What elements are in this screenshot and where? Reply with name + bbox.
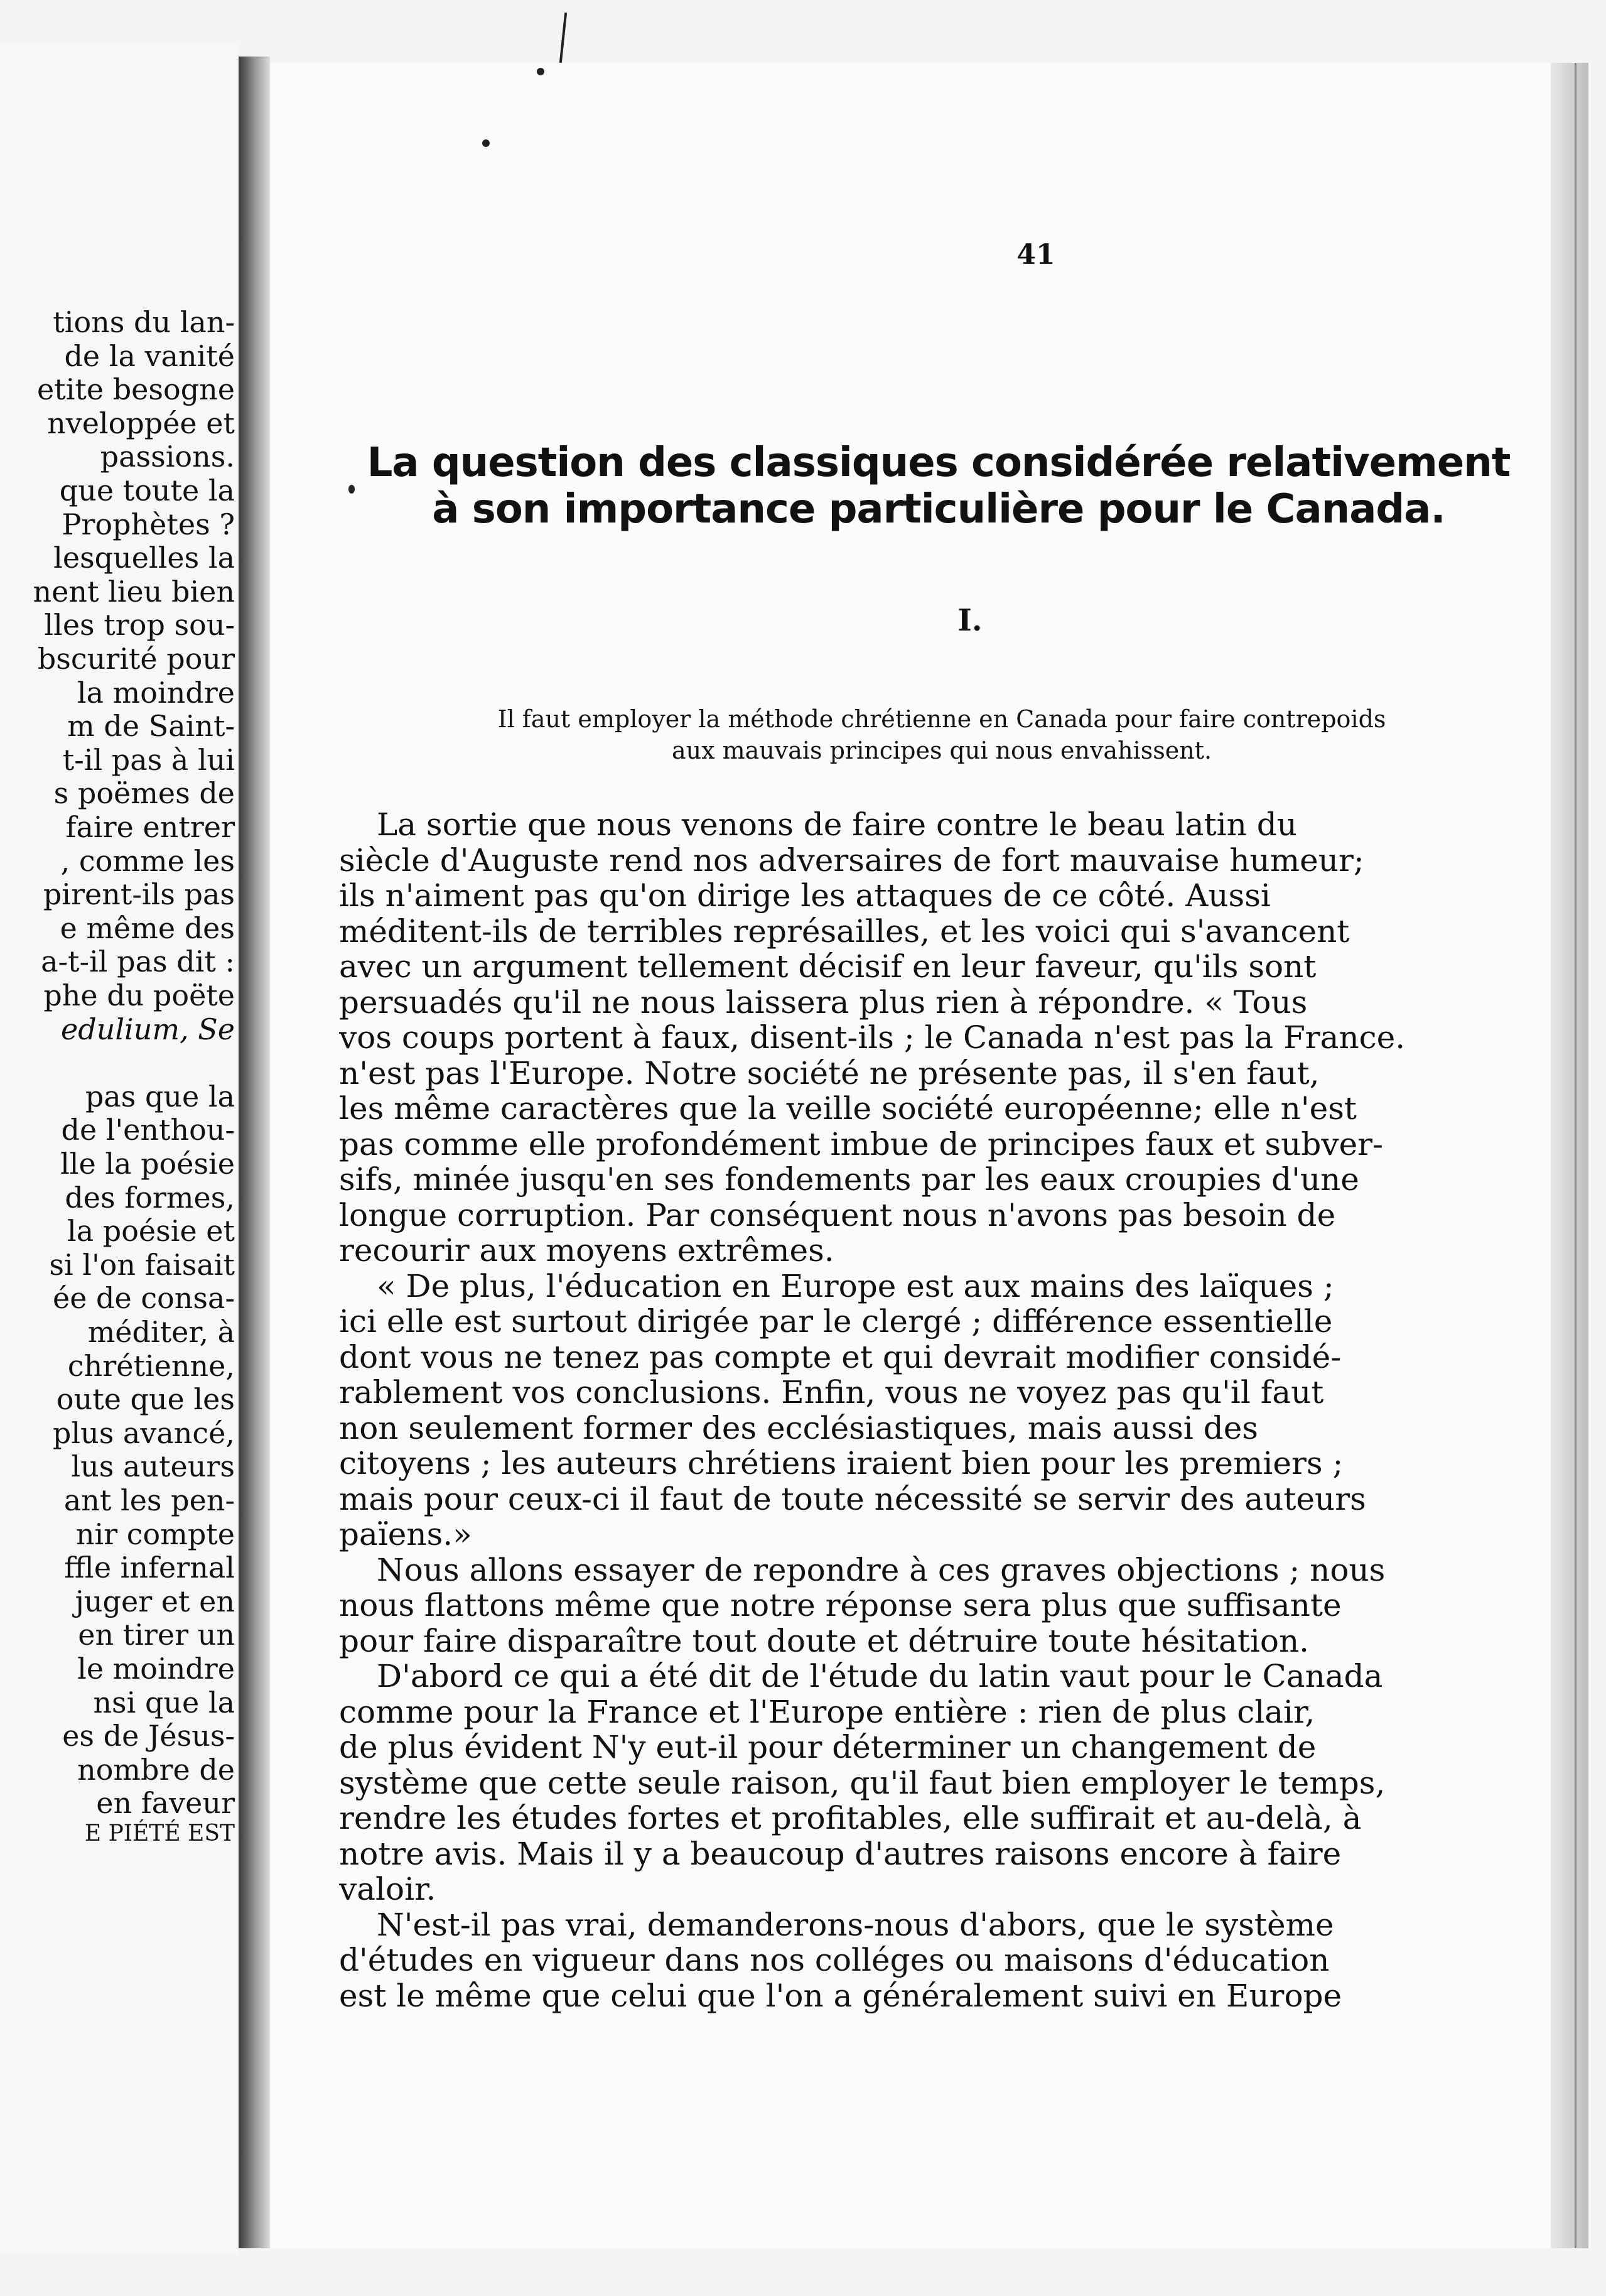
body-line: n'est pas l'Europe. Notre société ne présente pas, il s'en faut, bbox=[339, 1055, 1320, 1091]
body-line: avec un argument tellement décisif en leur faveur, qu'ils sont bbox=[339, 949, 1317, 985]
ink-dot bbox=[348, 485, 355, 494]
previous-page-line: t-il pas à lui bbox=[62, 742, 235, 777]
chapter-title-line-2: à son importance particulière pour le Canada. bbox=[432, 486, 1445, 533]
previous-page-line: nveloppée et bbox=[47, 406, 235, 440]
body-line: comme pour la France et l'Europe entière : rien de plus clair, bbox=[339, 1694, 1315, 1730]
chapter-title-line-1: La question des classiques considérée relativement bbox=[367, 440, 1511, 486]
section-subtitle bbox=[326, 703, 1557, 766]
body-line: les même caractères que la veille société européenne; elle n'est bbox=[339, 1091, 1357, 1127]
previous-page-line: phe du poëte bbox=[43, 978, 235, 1012]
page bbox=[270, 63, 1551, 2248]
previous-page-line: a-t-il pas dit : bbox=[41, 945, 235, 979]
ink-dot bbox=[482, 139, 490, 147]
page-edge bbox=[1551, 63, 1588, 2248]
body-line: dont vous ne tenez pas compte et qui devrait modifier considé- bbox=[339, 1339, 1342, 1375]
body-line: rendre les études fortes et profitables, elle suffirait et au-delà, à bbox=[339, 1801, 1362, 1836]
body-line: Nous allons essayer de repondre à ces graves objections ; nous bbox=[377, 1552, 1386, 1588]
previous-page-line: , comme les bbox=[60, 843, 235, 878]
previous-page-line: des formes, bbox=[65, 1180, 235, 1215]
previous-page-line: nir compte bbox=[75, 1517, 235, 1551]
previous-page-line: le moindre bbox=[77, 1652, 235, 1686]
body-line: sifs, minée jusqu'en ses fondements par les eaux croupies d'une bbox=[339, 1162, 1359, 1198]
previous-page-line: la moindre bbox=[77, 675, 235, 710]
body-line: mais pour ceux-ci il faut de toute nécessité se servir des auteurs bbox=[339, 1481, 1366, 1517]
previous-page-line: ffle infernal bbox=[64, 1551, 235, 1585]
previous-page-line: s poëmes de bbox=[53, 776, 235, 811]
previous-page-line: m de Saint- bbox=[67, 709, 235, 744]
previous-page-line: la poésie et bbox=[67, 1214, 235, 1248]
body-line: méditent-ils de terribles représailles, et les voici qui s'avancent bbox=[339, 913, 1350, 949]
body-line: persuadés qu'il ne nous laissera plus rien à répondre. « Tous bbox=[339, 984, 1308, 1020]
previous-page-line: en faveur bbox=[96, 1786, 235, 1821]
body-line: pas comme elle profondément imbue de principes faux et subver- bbox=[339, 1126, 1383, 1162]
body-line: vos coups portent à faux, disent-ils ; le Canada n'est pas la France. bbox=[339, 1020, 1406, 1056]
previous-page-line: nombre de bbox=[77, 1752, 235, 1787]
previous-page-line: pirent-ils pas bbox=[43, 877, 235, 912]
body-line: est le même que celui que l'on a généralement suivi en Europe bbox=[339, 1978, 1342, 2013]
previous-page-line: en tirer un bbox=[78, 1618, 235, 1652]
body-line: La sortie que nous venons de faire contre le beau latin du bbox=[377, 807, 1297, 843]
body-line: valoir. bbox=[339, 1871, 436, 1907]
previous-page-line: lle la poésie bbox=[60, 1147, 235, 1181]
body-line: système que cette seule raison, qu'il faut bien employer le temps, bbox=[339, 1765, 1386, 1801]
previous-page-line: ée de consa- bbox=[52, 1281, 235, 1316]
previous-page-line: lesquelles la bbox=[53, 541, 235, 575]
body-text bbox=[339, 807, 1557, 2013]
previous-page-line: pas que la bbox=[85, 1079, 235, 1113]
previous-page-line: ant les pen- bbox=[63, 1483, 235, 1517]
ink-dot bbox=[537, 68, 544, 75]
page-edge-line bbox=[1575, 63, 1576, 2248]
previous-page-line: nent lieu bien bbox=[33, 574, 235, 609]
body-line: ici elle est surtout dirigée par le clergé ; différence essentielle bbox=[339, 1304, 1333, 1340]
body-line: d'études en vigueur dans nos colléges ou maisons d'éducation bbox=[339, 1942, 1330, 1978]
previous-page-line: etite besogne bbox=[36, 372, 235, 407]
previous-page-line: que toute la bbox=[59, 474, 235, 507]
body-line: notre avis. Mais il y a beaucoup d'autres raisons encore à faire bbox=[339, 1836, 1342, 1871]
previous-page-line: faire entrer bbox=[65, 810, 235, 844]
body-line: siècle d'Auguste rend nos adversaires de fort mauvaise humeur; bbox=[339, 842, 1364, 878]
previous-page-line: chrétienne, bbox=[67, 1348, 235, 1383]
previous-page-line: de la vanité bbox=[64, 338, 235, 373]
section-subtitle-line-1: Il faut employer la méthode chrétienne en Canada pour faire contrepoids bbox=[497, 705, 1386, 733]
previous-page-line: méditer, à bbox=[87, 1315, 235, 1349]
body-line: longue corruption. Par conséquent nous n'avons pas besoin de bbox=[339, 1197, 1336, 1233]
previous-page-line: bscurité pour bbox=[37, 642, 235, 676]
body-line: rablement vos conclusions. Enfin, vous ne voyez pas qu'il faut bbox=[339, 1375, 1324, 1411]
previous-page-line: lus auteurs bbox=[71, 1449, 235, 1484]
previous-page-line: nsi que la bbox=[93, 1685, 235, 1719]
previous-page-sliver bbox=[0, 44, 239, 2255]
scan-mark bbox=[559, 13, 567, 63]
body-line: pour faire disparaître tout doute et détruire toute hésitation. bbox=[339, 1623, 1310, 1659]
previous-page-line: plus avancé, bbox=[52, 1416, 235, 1450]
body-line: de plus évident N'y eut-il pour déterminer un changement de bbox=[339, 1730, 1317, 1765]
previous-page-line: Prophètes ? bbox=[62, 507, 235, 541]
section-number: I. bbox=[957, 603, 983, 638]
previous-page-line: passions. bbox=[100, 440, 235, 474]
previous-page-line: oute que les bbox=[56, 1382, 235, 1417]
page-number: 41 bbox=[1016, 239, 1055, 271]
previous-page-line: lles trop sou- bbox=[44, 608, 235, 642]
previous-page-line: E PIÉTÉ EST bbox=[84, 1821, 235, 1846]
previous-page-line: si l'on faisait bbox=[49, 1247, 235, 1282]
body-line: recourir aux moyens extrêmes. bbox=[339, 1233, 834, 1269]
body-line: D'abord ce qui a été dit de l'étude du latin vaut pour le Canada bbox=[377, 1659, 1383, 1694]
body-line: N'est-il pas vrai, demanderons-nous d'abors, que le système bbox=[377, 1907, 1334, 1942]
previous-page-line: juger et en bbox=[75, 1584, 235, 1618]
body-line: « De plus, l'éducation en Europe est aux mains des laïques ; bbox=[377, 1268, 1334, 1304]
body-line: citoyens ; les auteurs chrétiens iraient bien pour les premiers ; bbox=[339, 1446, 1344, 1481]
previous-page-line: tions du lan- bbox=[53, 305, 235, 339]
body-line: païens.» bbox=[339, 1517, 472, 1552]
body-line: ils n'aiment pas qu'on dirige les attaques de ce côté. Aussi bbox=[339, 878, 1271, 914]
body-line: non seulement former des ecclésiastiques, mais aussi des bbox=[339, 1410, 1258, 1446]
book-gutter bbox=[239, 57, 270, 2248]
section-subtitle-line-2: aux mauvais principes qui nous envahissent. bbox=[671, 737, 1212, 764]
previous-page-line: de l'enthou- bbox=[61, 1113, 235, 1147]
previous-page-line: es de Jésus- bbox=[62, 1719, 235, 1753]
body-line: nous flattons même que notre réponse sera plus que suffisante bbox=[339, 1588, 1342, 1623]
previous-page-line: e même des bbox=[60, 911, 235, 945]
chapter-title bbox=[326, 440, 1551, 533]
previous-page-line: edulium, Se bbox=[61, 1012, 235, 1046]
